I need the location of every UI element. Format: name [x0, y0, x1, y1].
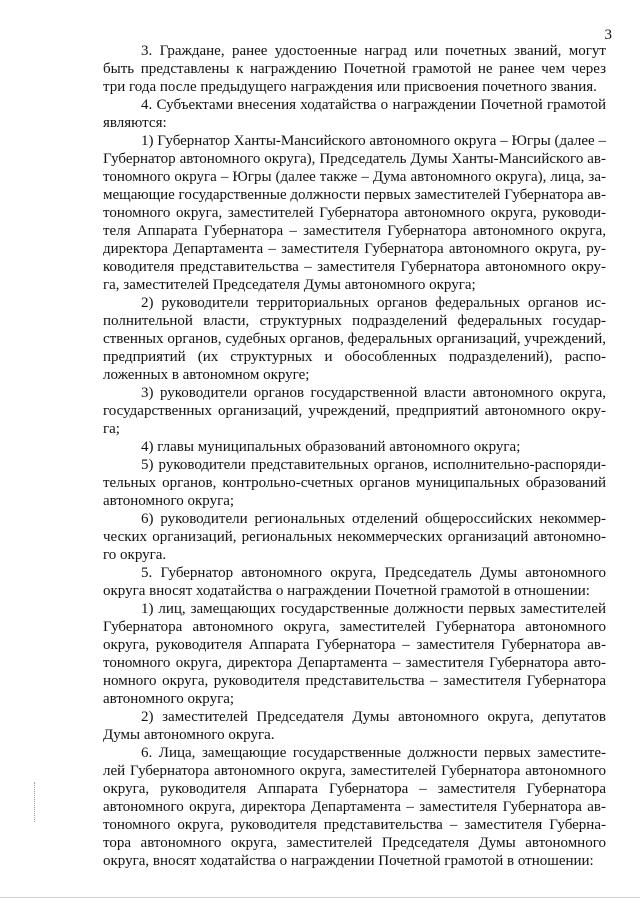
paragraph-4-subjects: 4. Субъектами внесения ходатайства о награждении Почетной грамотой являются: — [103, 97, 606, 131]
list-item-4-6: 6) руководители региональных отделений общероссийских некоммерческих организаций, региональных некоммерческих организаций автономного округа. — [103, 511, 606, 563]
scan-bottom-edge — [0, 897, 640, 898]
document-body — [103, 42, 606, 870]
list-item-4-1: 1) Губернатор Ханты-Мансийского автономного округа – Югры (далее – Губернатор автономного округа), Председатель Думы Ханты-Мансийского автономного округа – Югры (далее также – Дума автономного округа), лица, замещающие государственные должности первых заместителей Губернатора автономного округа, заместителей Губернатора автономного округа, руководителя Аппарата Губернатора – заместителя Губернатора автономного округа, директора Департамента – заместителя Губернатора автономного округа, руководителя представительства – заместителя Губернатора автономного округа, заместителей Председателя Думы автономного округа; — [103, 133, 606, 293]
list-item-5-1: 1) лиц, замещающих государственные должности первых заместителей Губернатора автономного округа, заместителей Губернатора автономного округа, руководителя Аппарата Губернатора – заместителя Губернатора автономного округа, директора Департамента – заместителя Губернатора автономного округа, руководителя представительства – заместителя Губернатора автономного округа; — [103, 601, 606, 707]
paragraph-6-officials: 6. Лица, замещающие государственные должности первых заместителей Губернатора автономного округа, заместителей Губернатора автономного округа, руководителя Аппарата Губернатора – заместителя Губернатора автономного округа, директора Департамента – заместителя Губернатора автономного округа, руководителя представительства – заместителя Губернатора автономного округа, заместителей Председателя Думы автономного округа, вносят ходатайства о награждении Почетной грамотой в отношении: — [103, 745, 606, 869]
paragraph-5-governor: 5. Губернатор автономного округа, Председатель Думы автономного округа вносят ходатайства о награждении Почетной грамотой в отношении: — [103, 565, 606, 599]
page-number: 3 — [604, 27, 612, 43]
list-item-5-2: 2) заместителей Председателя Думы автономного округа, депутатов Думы автономного округа. — [103, 709, 606, 743]
list-item-4-5: 5) руководители представительных органов, исполнительно-распорядительных органов, контрольно-счетных органов муниципальных образований автономного округа; — [103, 457, 606, 509]
paragraph-3-citizens: 3. Граждане, ранее удостоенные наград или почетных званий, могут быть представлены к награждению Почетной грамотой не ранее чем через три года после предыдущего награждения или присвоения почетного звания. — [103, 43, 606, 95]
list-item-4-4: 4) главы муниципальных образований автономного округа; — [141, 439, 521, 455]
list-item-4-2: 2) руководители территориальных органов федеральных органов исполнительной власти, структурных подразделений федеральных государственных органов, судебных органов, федеральных организаций, учреждений, предприятий (их структурных и обособленных подразделений), расположенных в автономном округе; — [103, 295, 606, 383]
list-item-4-3: 3) руководители органов государственной власти автономного округа, государственных организаций, учреждений, предприятий автономного округа; — [103, 385, 606, 437]
scan-margin-marks — [34, 782, 37, 822]
